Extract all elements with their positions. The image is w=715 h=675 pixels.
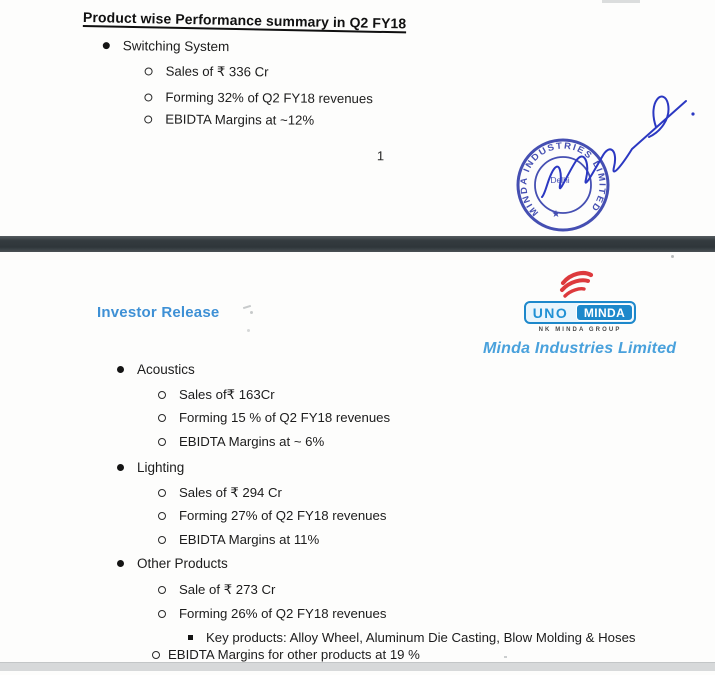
list-item bbox=[144, 111, 314, 127]
logo-minda-text: MINDA bbox=[576, 304, 633, 321]
logo-swoosh-icon bbox=[556, 268, 596, 302]
section-title: Acoustics bbox=[137, 362, 195, 377]
uno-minda-logo bbox=[524, 301, 636, 324]
list-item bbox=[158, 606, 386, 621]
logo-uno-text: UNO bbox=[532, 304, 569, 321]
release-label: Investor Release bbox=[97, 304, 220, 321]
stamp-star-icon: ★ bbox=[551, 209, 561, 220]
bullet-icon bbox=[117, 366, 124, 373]
list-item-text: EBIDTA Margins at ~ 6% bbox=[179, 434, 325, 449]
list-item bbox=[145, 63, 269, 80]
list-item bbox=[158, 485, 282, 501]
list-item-text: EBIDTA Margins for other products at 19 % bbox=[168, 647, 420, 662]
list-item bbox=[158, 508, 386, 523]
list-item bbox=[117, 556, 228, 571]
scan-artifact bbox=[504, 656, 507, 658]
list-item bbox=[144, 89, 373, 106]
list-item bbox=[158, 582, 275, 598]
list-item-text: Forming 26% of Q2 FY18 revenues bbox=[179, 606, 387, 621]
list-item bbox=[117, 362, 195, 377]
list-item bbox=[158, 387, 275, 403]
company-stamp bbox=[490, 85, 715, 237]
circle-bullet-icon bbox=[158, 610, 166, 618]
list-item-text: Sales of ₹ 336 Cr bbox=[165, 63, 269, 80]
circle-bullet-icon bbox=[144, 93, 152, 101]
list-item-text: Forming 32% of Q2 FY18 revenues bbox=[165, 89, 373, 107]
company-name: Minda Industries Limited bbox=[483, 340, 677, 357]
circle-bullet-icon bbox=[152, 651, 160, 659]
list-item bbox=[152, 647, 420, 662]
page-title: Product wise Performance summary in Q2 FY18 bbox=[82, 8, 407, 32]
circle-bullet-icon bbox=[144, 115, 152, 123]
circle-bullet-icon bbox=[158, 414, 166, 422]
list-item bbox=[158, 434, 324, 449]
list-item bbox=[158, 410, 390, 425]
bullet-icon bbox=[103, 42, 110, 49]
section-title: Other Products bbox=[137, 556, 228, 571]
scan-artifact bbox=[602, 0, 640, 3]
circle-bullet-icon bbox=[158, 489, 166, 497]
list-item-text: Forming 15 % of Q2 FY18 revenues bbox=[179, 410, 391, 425]
list-item bbox=[103, 38, 230, 54]
bullet-icon bbox=[117, 560, 124, 567]
circle-bullet-icon bbox=[158, 438, 166, 446]
list-item-text: EBIDTA Margins at 11% bbox=[179, 532, 320, 547]
section-title: Lighting bbox=[137, 460, 185, 475]
list-item bbox=[188, 630, 636, 645]
list-item-text: Sales of ₹ 294 Cr bbox=[179, 485, 282, 500]
page-number: 1 bbox=[376, 148, 385, 164]
stamp-ring-text: MINDA INDUSTRIES LIMITED bbox=[518, 140, 608, 219]
list-item bbox=[158, 532, 319, 547]
section-title: Switching System bbox=[122, 38, 230, 55]
stamp-city-text: Delhi bbox=[550, 175, 570, 185]
scan-artifact bbox=[671, 255, 674, 258]
circle-bullet-icon bbox=[158, 586, 166, 594]
bullet-icon bbox=[117, 464, 124, 471]
square-bullet-icon bbox=[188, 635, 193, 640]
list-item-text: Sales of₹ 163Cr bbox=[179, 387, 275, 402]
list-item-text: Forming 27% of Q2 FY18 revenues bbox=[179, 508, 387, 523]
scan-artifact bbox=[250, 311, 253, 314]
page-divider bbox=[0, 236, 715, 252]
list-item-text: EBIDTA Margins at ~12% bbox=[165, 111, 315, 128]
list-item bbox=[117, 460, 184, 475]
scan-artifact bbox=[247, 329, 250, 332]
circle-bullet-icon bbox=[158, 512, 166, 520]
list-item-text: Sale of ₹ 273 Cr bbox=[179, 582, 276, 597]
logo-tagline: NK MINDA GROUP bbox=[538, 327, 622, 333]
list-item-text: Key products: Alloy Wheel, Aluminum Die Casting, Blow Molding & Hoses bbox=[206, 630, 636, 645]
circle-bullet-icon bbox=[158, 536, 166, 544]
circle-bullet-icon bbox=[145, 67, 153, 75]
circle-bullet-icon bbox=[158, 391, 166, 399]
